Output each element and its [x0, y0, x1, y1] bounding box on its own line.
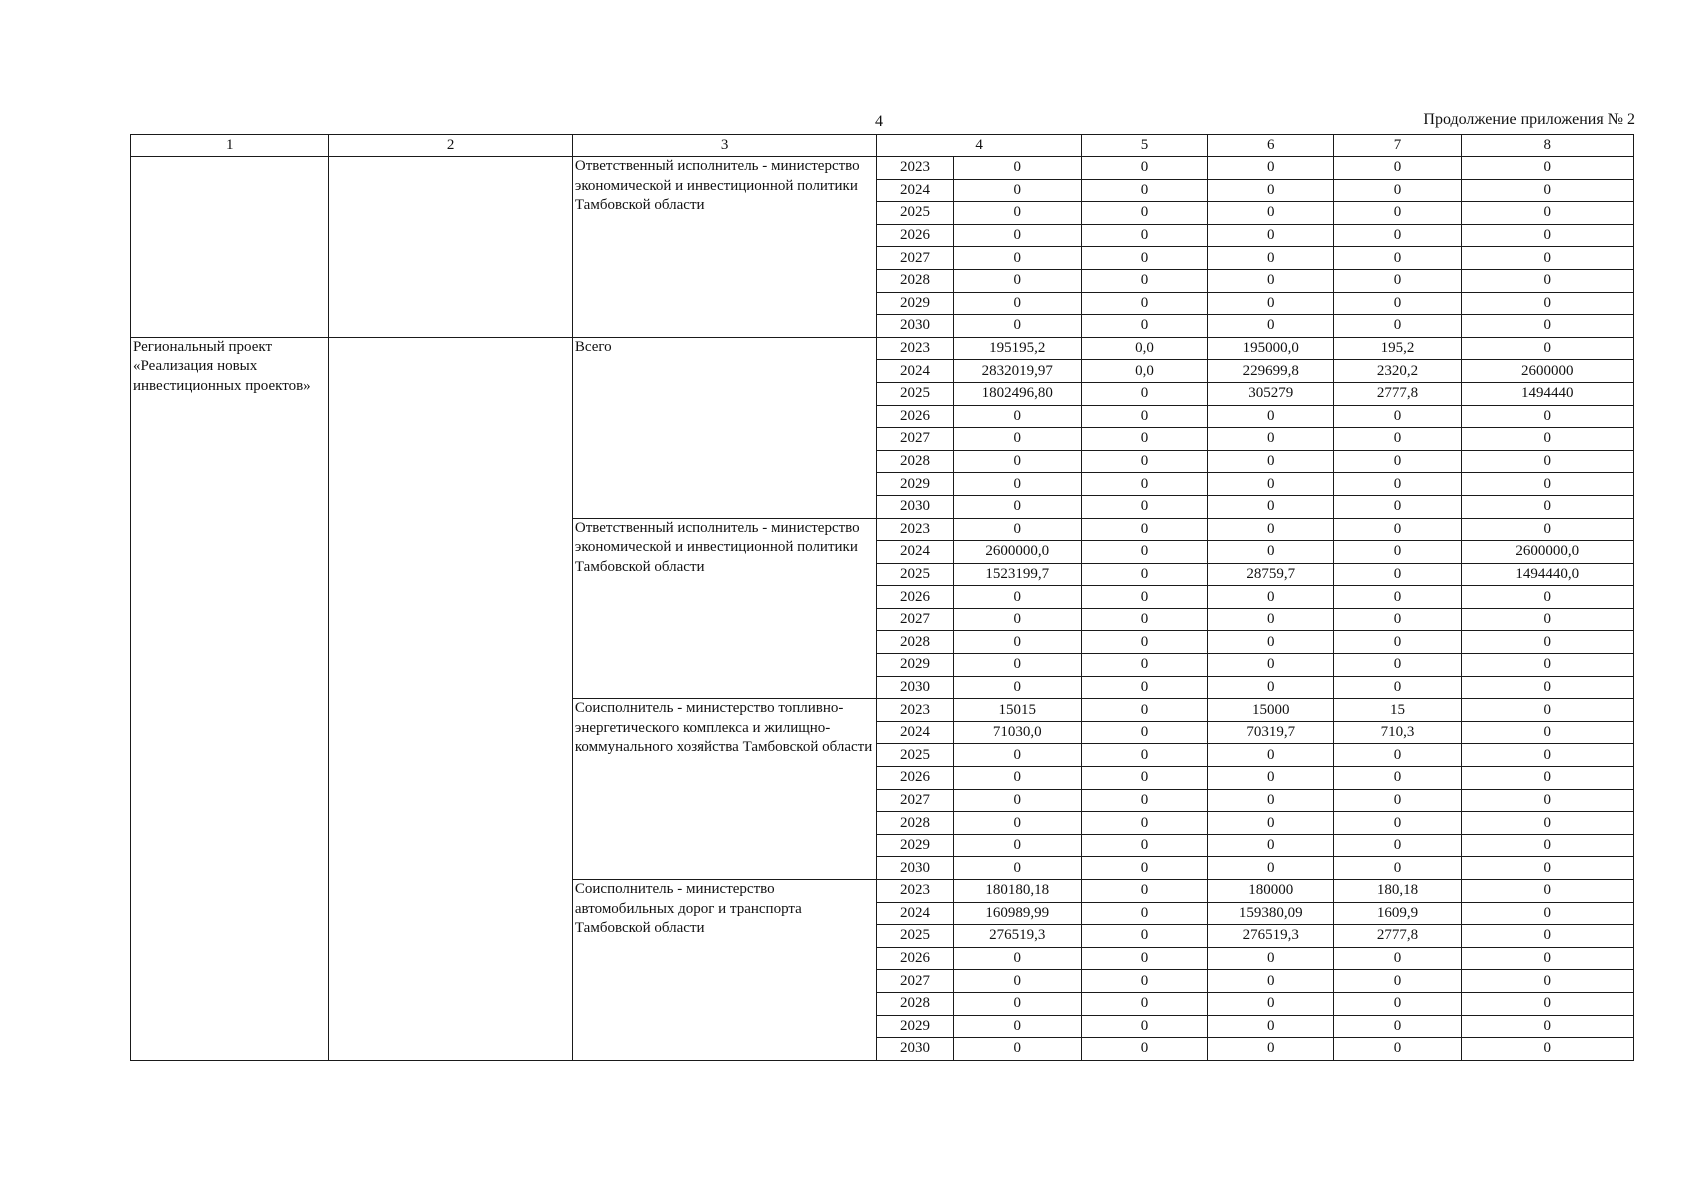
- executor-cell: Всего: [572, 337, 877, 518]
- extrabudget-cell: 0: [1461, 880, 1633, 903]
- year-cell: 2023: [877, 880, 953, 903]
- local-cell: 0: [1334, 857, 1461, 880]
- federal-cell: 0: [1081, 269, 1207, 292]
- regional-cell: 0: [1208, 202, 1334, 225]
- year-cell: 2027: [877, 608, 953, 631]
- federal-cell: 0: [1081, 902, 1207, 925]
- federal-cell: 0: [1081, 1038, 1207, 1061]
- extrabudget-cell: 0: [1461, 247, 1633, 270]
- year-cell: 2024: [877, 360, 953, 383]
- extrabudget-cell: 0: [1461, 405, 1633, 428]
- regional-cell: 0: [1208, 224, 1334, 247]
- regional-cell: 0: [1208, 405, 1334, 428]
- total-cell: 0: [953, 247, 1081, 270]
- year-cell: 2029: [877, 654, 953, 677]
- total-cell: 0: [953, 292, 1081, 315]
- extrabudget-cell: 0: [1461, 495, 1633, 518]
- extrabudget-cell: 0: [1461, 812, 1633, 835]
- federal-cell: 0: [1081, 450, 1207, 473]
- federal-cell: 0: [1081, 541, 1207, 564]
- regional-cell: 0: [1208, 789, 1334, 812]
- year-cell: 2025: [877, 382, 953, 405]
- extrabudget-cell: 0: [1461, 789, 1633, 812]
- local-cell: 0: [1334, 654, 1461, 677]
- year-cell: 2027: [877, 247, 953, 270]
- local-cell: 0: [1334, 1038, 1461, 1061]
- extrabudget-cell: 0: [1461, 902, 1633, 925]
- federal-cell: 0: [1081, 382, 1207, 405]
- total-cell: 0: [953, 676, 1081, 699]
- total-cell: 0: [953, 947, 1081, 970]
- local-cell: 0: [1334, 473, 1461, 496]
- extrabudget-cell: 0: [1461, 269, 1633, 292]
- local-cell: 0: [1334, 789, 1461, 812]
- total-cell: 0: [953, 744, 1081, 767]
- federal-cell: 0: [1081, 179, 1207, 202]
- extrabudget-cell: 0: [1461, 608, 1633, 631]
- local-cell: 15: [1334, 699, 1461, 722]
- total-cell: 276519,3: [953, 925, 1081, 948]
- extrabudget-cell: 1494440: [1461, 382, 1633, 405]
- year-cell: 2030: [877, 315, 953, 338]
- extrabudget-cell: 0: [1461, 292, 1633, 315]
- year-cell: 2029: [877, 292, 953, 315]
- total-cell: 0: [953, 834, 1081, 857]
- federal-cell: 0: [1081, 292, 1207, 315]
- total-cell: 2600000,0: [953, 541, 1081, 564]
- federal-cell: 0: [1081, 315, 1207, 338]
- regional-cell: 0: [1208, 654, 1334, 677]
- local-cell: 2320,2: [1334, 360, 1461, 383]
- total-cell: 0: [953, 631, 1081, 654]
- year-cell: 2026: [877, 405, 953, 428]
- federal-cell: 0: [1081, 880, 1207, 903]
- total-cell: 0: [953, 1015, 1081, 1038]
- extrabudget-cell: 0: [1461, 337, 1633, 360]
- extrabudget-cell: 0: [1461, 473, 1633, 496]
- total-cell: 0: [953, 224, 1081, 247]
- regional-cell: 305279: [1208, 382, 1334, 405]
- extrabudget-cell: 0: [1461, 450, 1633, 473]
- federal-cell: 0: [1081, 586, 1207, 609]
- total-cell: 0: [953, 970, 1081, 993]
- regional-cell: 0: [1208, 157, 1334, 180]
- regional-cell: 0: [1208, 541, 1334, 564]
- local-cell: 2777,8: [1334, 925, 1461, 948]
- regional-cell: 0: [1208, 834, 1334, 857]
- year-cell: 2029: [877, 1015, 953, 1038]
- local-cell: 0: [1334, 428, 1461, 451]
- total-cell: 15015: [953, 699, 1081, 722]
- local-cell: 0: [1334, 157, 1461, 180]
- column-2-cell: [329, 337, 572, 1060]
- year-cell: 2026: [877, 224, 953, 247]
- year-cell: 2027: [877, 970, 953, 993]
- local-cell: 180,18: [1334, 880, 1461, 903]
- total-cell: 0: [953, 992, 1081, 1015]
- year-cell: 2030: [877, 857, 953, 880]
- project-name-cell: [131, 157, 329, 338]
- year-cell: 2024: [877, 179, 953, 202]
- local-cell: 0: [1334, 518, 1461, 541]
- local-cell: 1609,9: [1334, 902, 1461, 925]
- year-cell: 2030: [877, 676, 953, 699]
- total-cell: 0: [953, 202, 1081, 225]
- extrabudget-cell: 0: [1461, 857, 1633, 880]
- local-cell: 0: [1334, 586, 1461, 609]
- federal-cell: 0,0: [1081, 360, 1207, 383]
- regional-cell: 0: [1208, 269, 1334, 292]
- federal-cell: 0: [1081, 202, 1207, 225]
- federal-cell: 0: [1081, 992, 1207, 1015]
- federal-cell: 0: [1081, 699, 1207, 722]
- local-cell: 0: [1334, 495, 1461, 518]
- local-cell: 0: [1334, 676, 1461, 699]
- federal-cell: 0: [1081, 428, 1207, 451]
- regional-cell: 28759,7: [1208, 563, 1334, 586]
- header-col-7: 7: [1334, 135, 1461, 157]
- regional-cell: 0: [1208, 495, 1334, 518]
- year-cell: 2026: [877, 767, 953, 790]
- total-cell: 0: [953, 428, 1081, 451]
- extrabudget-cell: 0: [1461, 654, 1633, 677]
- extrabudget-cell: 0: [1461, 518, 1633, 541]
- total-cell: 0: [953, 812, 1081, 835]
- table-body: [131, 157, 1634, 1061]
- local-cell: 0: [1334, 224, 1461, 247]
- regional-cell: 0: [1208, 744, 1334, 767]
- extrabudget-cell: 0: [1461, 744, 1633, 767]
- page-number: 4: [875, 113, 883, 130]
- federal-cell: 0: [1081, 947, 1207, 970]
- federal-cell: 0: [1081, 767, 1207, 790]
- header-row: [131, 135, 1634, 157]
- regional-cell: 0: [1208, 631, 1334, 654]
- federal-cell: 0: [1081, 834, 1207, 857]
- total-cell: 0: [953, 857, 1081, 880]
- total-cell: 0: [953, 789, 1081, 812]
- year-cell: 2028: [877, 269, 953, 292]
- year-cell: 2027: [877, 789, 953, 812]
- extrabudget-cell: 0: [1461, 428, 1633, 451]
- regional-cell: 0: [1208, 586, 1334, 609]
- regional-cell: 0: [1208, 247, 1334, 270]
- extrabudget-cell: 0: [1461, 699, 1633, 722]
- year-cell: 2024: [877, 902, 953, 925]
- extrabudget-cell: 0: [1461, 157, 1633, 180]
- local-cell: 0: [1334, 947, 1461, 970]
- local-cell: 0: [1334, 202, 1461, 225]
- local-cell: 0: [1334, 767, 1461, 790]
- federal-cell: 0: [1081, 608, 1207, 631]
- year-cell: 2029: [877, 834, 953, 857]
- header-col-3: 3: [572, 135, 877, 157]
- header-col-5: 5: [1081, 135, 1207, 157]
- regional-cell: 0: [1208, 970, 1334, 993]
- regional-cell: 0: [1208, 608, 1334, 631]
- extrabudget-cell: 0: [1461, 1015, 1633, 1038]
- local-cell: 0: [1334, 992, 1461, 1015]
- total-cell: 0: [953, 608, 1081, 631]
- total-cell: 0: [953, 269, 1081, 292]
- federal-cell: 0: [1081, 744, 1207, 767]
- year-cell: 2023: [877, 157, 953, 180]
- federal-cell: 0: [1081, 473, 1207, 496]
- executor-cell: Соисполнитель - министерство топливно-энергетического комплекса и жилищно-коммунального хозяйства Тамбовской области: [572, 699, 877, 880]
- regional-cell: 0: [1208, 518, 1334, 541]
- federal-cell: 0: [1081, 495, 1207, 518]
- regional-cell: 0: [1208, 428, 1334, 451]
- regional-cell: 0: [1208, 1038, 1334, 1061]
- year-cell: 2028: [877, 992, 953, 1015]
- regional-cell: 180000: [1208, 880, 1334, 903]
- total-cell: 0: [953, 767, 1081, 790]
- local-cell: 0: [1334, 405, 1461, 428]
- regional-cell: 229699,8: [1208, 360, 1334, 383]
- year-cell: 2028: [877, 631, 953, 654]
- total-cell: 2832019,97: [953, 360, 1081, 383]
- federal-cell: 0: [1081, 518, 1207, 541]
- total-cell: 0: [953, 179, 1081, 202]
- year-cell: 2026: [877, 947, 953, 970]
- total-cell: 0: [953, 315, 1081, 338]
- header-col-2: 2: [329, 135, 572, 157]
- total-cell: 0: [953, 473, 1081, 496]
- year-cell: 2025: [877, 744, 953, 767]
- federal-cell: 0,0: [1081, 337, 1207, 360]
- local-cell: 0: [1334, 315, 1461, 338]
- federal-cell: 0: [1081, 1015, 1207, 1038]
- total-cell: 0: [953, 450, 1081, 473]
- regional-cell: 195000,0: [1208, 337, 1334, 360]
- year-cell: 2025: [877, 925, 953, 948]
- local-cell: 0: [1334, 1015, 1461, 1038]
- federal-cell: 0: [1081, 812, 1207, 835]
- year-cell: 2029: [877, 473, 953, 496]
- total-cell: 0: [953, 405, 1081, 428]
- regional-cell: 70319,7: [1208, 721, 1334, 744]
- federal-cell: 0: [1081, 563, 1207, 586]
- federal-cell: 0: [1081, 721, 1207, 744]
- total-cell: 0: [953, 518, 1081, 541]
- local-cell: 2777,8: [1334, 382, 1461, 405]
- extrabudget-cell: 0: [1461, 992, 1633, 1015]
- table-row: [131, 157, 1634, 180]
- federal-cell: 0: [1081, 654, 1207, 677]
- local-cell: 0: [1334, 608, 1461, 631]
- extrabudget-cell: 0: [1461, 1038, 1633, 1061]
- extrabudget-cell: 0: [1461, 721, 1633, 744]
- extrabudget-cell: 0: [1461, 834, 1633, 857]
- local-cell: 0: [1334, 541, 1461, 564]
- total-cell: 0: [953, 495, 1081, 518]
- year-cell: 2027: [877, 428, 953, 451]
- local-cell: 0: [1334, 970, 1461, 993]
- extrabudget-cell: 0: [1461, 202, 1633, 225]
- local-cell: 0: [1334, 179, 1461, 202]
- total-cell: 195195,2: [953, 337, 1081, 360]
- local-cell: 0: [1334, 292, 1461, 315]
- extrabudget-cell: 2600000,0: [1461, 541, 1633, 564]
- total-cell: 160989,99: [953, 902, 1081, 925]
- regional-cell: 0: [1208, 676, 1334, 699]
- total-cell: 1523199,7: [953, 563, 1081, 586]
- federal-cell: 0: [1081, 925, 1207, 948]
- total-cell: 71030,0: [953, 721, 1081, 744]
- local-cell: 0: [1334, 269, 1461, 292]
- year-cell: 2024: [877, 541, 953, 564]
- total-cell: 0: [953, 654, 1081, 677]
- local-cell: 0: [1334, 450, 1461, 473]
- continuation-label: Продолжение приложения № 2: [1423, 111, 1635, 128]
- extrabudget-cell: 0: [1461, 315, 1633, 338]
- federal-cell: 0: [1081, 970, 1207, 993]
- extrabudget-cell: 1494440,0: [1461, 563, 1633, 586]
- header-col-1: 1: [131, 135, 329, 157]
- federal-cell: 0: [1081, 857, 1207, 880]
- regional-cell: 276519,3: [1208, 925, 1334, 948]
- regional-cell: 0: [1208, 947, 1334, 970]
- regional-cell: 0: [1208, 767, 1334, 790]
- total-cell: 0: [953, 1038, 1081, 1061]
- federal-cell: 0: [1081, 789, 1207, 812]
- local-cell: 0: [1334, 812, 1461, 835]
- federal-cell: 0: [1081, 157, 1207, 180]
- year-cell: 2030: [877, 495, 953, 518]
- executor-cell: Ответственный исполнитель - министерство экономической и инвестиционной политики Тамбовской области: [572, 157, 877, 338]
- extrabudget-cell: 0: [1461, 925, 1633, 948]
- local-cell: 0: [1334, 563, 1461, 586]
- regional-cell: 0: [1208, 179, 1334, 202]
- regional-cell: 0: [1208, 812, 1334, 835]
- header-col-8: 8: [1461, 135, 1633, 157]
- year-cell: 2026: [877, 586, 953, 609]
- extrabudget-cell: 0: [1461, 224, 1633, 247]
- year-cell: 2025: [877, 202, 953, 225]
- executor-cell: Соисполнитель - министерство автомобильных дорог и транспорта Тамбовской области: [572, 880, 877, 1061]
- extrabudget-cell: 0: [1461, 970, 1633, 993]
- column-2-cell: [329, 157, 572, 338]
- regional-cell: 159380,09: [1208, 902, 1334, 925]
- regional-cell: 0: [1208, 450, 1334, 473]
- local-cell: 0: [1334, 247, 1461, 270]
- regional-cell: 0: [1208, 992, 1334, 1015]
- year-cell: 2023: [877, 518, 953, 541]
- project-name-cell: Региональный проект «Реализация новых инвестиционных проектов»: [131, 337, 329, 1060]
- table-row: [131, 337, 1634, 360]
- total-cell: 180180,18: [953, 880, 1081, 903]
- regional-cell: 0: [1208, 292, 1334, 315]
- extrabudget-cell: 0: [1461, 586, 1633, 609]
- total-cell: 1802496,80: [953, 382, 1081, 405]
- federal-cell: 0: [1081, 224, 1207, 247]
- extrabudget-cell: 0: [1461, 676, 1633, 699]
- year-cell: 2024: [877, 721, 953, 744]
- local-cell: 0: [1334, 834, 1461, 857]
- local-cell: 0: [1334, 631, 1461, 654]
- total-cell: 0: [953, 586, 1081, 609]
- extrabudget-cell: 0: [1461, 179, 1633, 202]
- executor-cell: Ответственный исполнитель - министерство экономической и инвестиционной политики Тамбовской области: [572, 518, 877, 699]
- local-cell: 710,3: [1334, 721, 1461, 744]
- regional-cell: 0: [1208, 315, 1334, 338]
- total-cell: 0: [953, 157, 1081, 180]
- local-cell: 195,2: [1334, 337, 1461, 360]
- extrabudget-cell: 0: [1461, 767, 1633, 790]
- regional-cell: 0: [1208, 473, 1334, 496]
- local-cell: 0: [1334, 744, 1461, 767]
- federal-cell: 0: [1081, 676, 1207, 699]
- extrabudget-cell: 2600000: [1461, 360, 1633, 383]
- year-cell: 2023: [877, 699, 953, 722]
- year-cell: 2030: [877, 1038, 953, 1061]
- regional-cell: 15000: [1208, 699, 1334, 722]
- year-cell: 2028: [877, 450, 953, 473]
- federal-cell: 0: [1081, 405, 1207, 428]
- extrabudget-cell: 0: [1461, 947, 1633, 970]
- federal-cell: 0: [1081, 247, 1207, 270]
- year-cell: 2023: [877, 337, 953, 360]
- year-cell: 2028: [877, 812, 953, 835]
- header-col-4: 4: [877, 135, 1081, 157]
- regional-cell: 0: [1208, 1015, 1334, 1038]
- year-cell: 2025: [877, 563, 953, 586]
- federal-cell: 0: [1081, 631, 1207, 654]
- header-col-6: 6: [1208, 135, 1334, 157]
- extrabudget-cell: 0: [1461, 631, 1633, 654]
- budget-table: [130, 134, 1634, 1061]
- regional-cell: 0: [1208, 857, 1334, 880]
